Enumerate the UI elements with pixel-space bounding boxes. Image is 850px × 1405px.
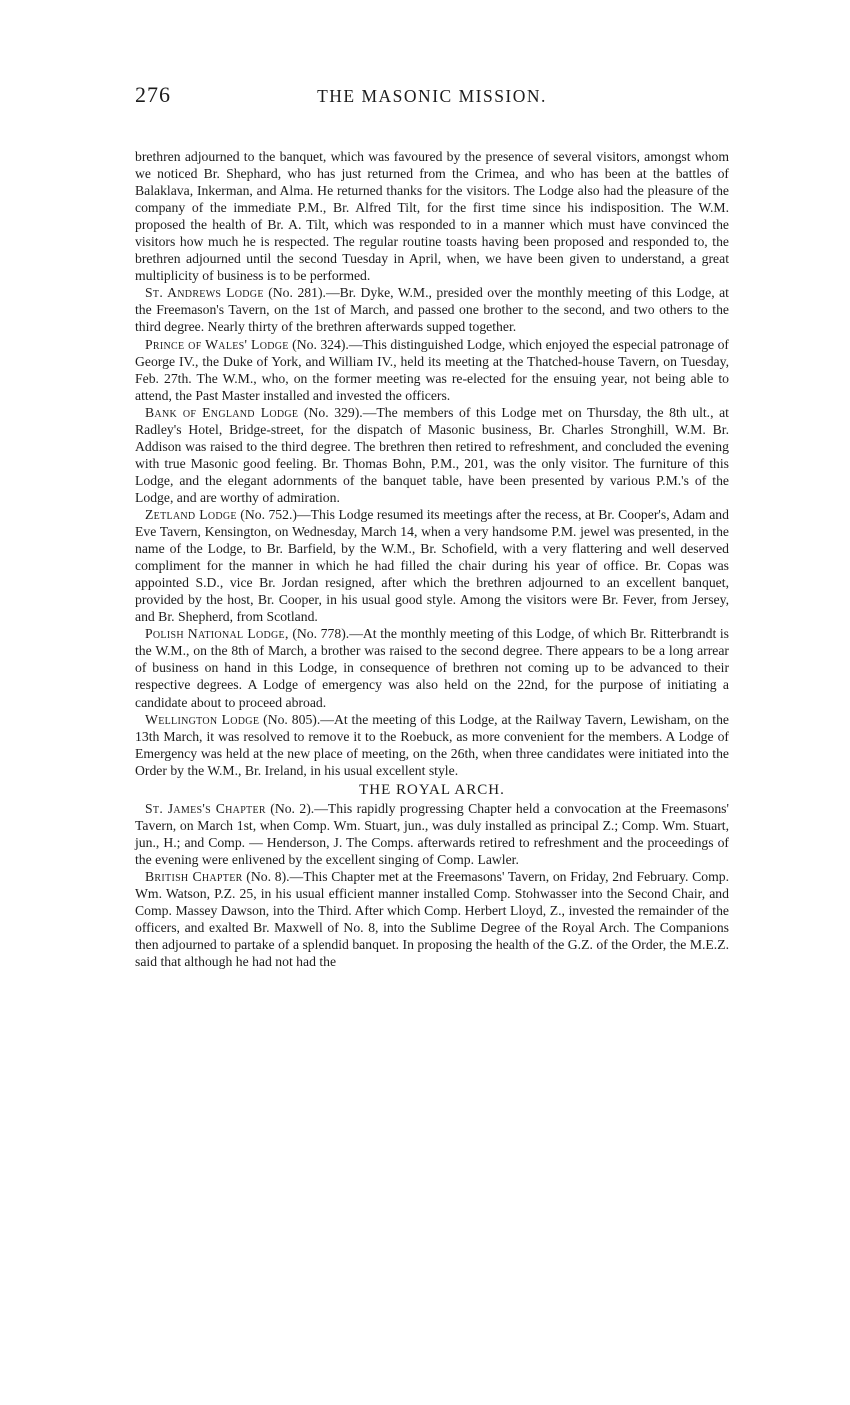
lodge-name: Zetland Lodge [145,506,237,522]
paragraph-continued [135,148,729,284]
lodge-name: Polish National Lodge, [145,626,289,642]
paragraph-text: (No. 805).—At the meeting of this Lodge, at the Railway Tavern, Lewisham, on the 13th March, it was resolved to remove it to the Roebuck, as more convenient for the members. A Lodge of Emergency was held at the new place of meeting, on the 26th, when three candidates were initiated into the Order by the W.M., Br. Ireland, in his usual excellent style. [135,711,729,778]
paragraph-text: (No. 2).—This rapidly progressing Chapter held a convocation at the Freemasons' Tavern, on March 1st, when Comp. Wm. Stuart, jun., was duly installed as principal Z.; Comp. Wm. Stuart, jun., H.; and Comp. — Henderson, J. The Comps. afterwards retired to refreshment and the proceedings of the evening were enlivened by the excellent singing of Comp. Lawler. [135,800,729,867]
paragraph-text: (No. 281).—Br. Dyke, W.M., presided over the monthly meeting of this Lodge, at the Freemason's Tavern, on the 1st of March, and passed one brother to the second, and two others to the third degree. Nearly thirty of the brethren afterwards supped together. [135,285,729,335]
lodge-name: Prince of Wales' Lodge [145,336,289,352]
paragraph-st-jamess-chapter [135,800,729,868]
paragraph-british-chapter [135,868,729,970]
paragraph-text: (No. 778).—At the monthly meeting of this Lodge, of which Br. Ritterbrandt is the W.M., on the 8th of March, a brother was raised to the second degree. There appears to be a long arrear of business on hand in this Lodge, in consequence of brethren not coming up to be advanced to their respective degrees. A Lodge of emergency was also held on the 22nd, for the purpose of initiating a candidate about to proceed abroad. [135,626,730,710]
section-heading-royal-arch: THE ROYAL ARCH. [359,781,505,798]
paragraph-text: brethren adjourned to the banquet, which was favoured by the presence of several visitors, amongst whom we noticed Br. Shephard, who has just returned from the Crimea, and who has been at the battles of Balaklava, Inkerman, and Alma. He returned thanks for the visitors. The Lodge also had the pleasure of the company of the immediate P.M., Br. Alfred Tilt, for the first time since his indisposition. The W.M. proposed the health of Br. A. Tilt, which was responded to in a manner which must have convinced the visitors how much he is respected. The regular routine toasts having been proposed and responded to, the brethren adjourned until the second Tuesday in April, when, we have been given to understand, a great multiplicity of business is to be performed. [135,149,729,284]
paragraph-text: (No. 324).—This distinguished Lodge, which enjoyed the especial patronage of George IV., the Duke of York, and William IV., held its meeting at the Thatched-house Tavern, on Tuesday, Feb. 27th. The W.M., who, on the former meeting was re-elected for the ensuing year, not being able to attend, the Past Master installed and invested the officers. [135,336,729,403]
book-page [0,82,850,1405]
lodge-name: St. Andrews Lodge [145,285,264,301]
paragraph-text: (No. 752.)—This Lodge resumed its meetings after the recess, at Br. Cooper's, Adam and Eve Tavern, Kensington, on Wednesday, March 14, when a very handsome P.M. jewel was presented, in the name of the Lodge, to Br. Barfield, by the W.M., Br. Schofield, with a very flattering and well deserved compliment for the manner in which he had filled the chair during his year of office. Br. Copas was appointed S.D., vice Br. Jordan resigned, after which the brethren adjourned to an excellent banquet, provided by the host, Br. Cooper, in his usual good style. Among the visitors were Br. Fever, from Jersey, and Br. Shepherd, from Scotland. [135,506,729,625]
page-number: 276 [135,82,171,107]
page-header [135,82,729,122]
paragraph-zetland-lodge [135,506,729,625]
running-head: THE MASONIC MISSION. [317,86,547,106]
paragraph-bank-of-england-lodge [135,404,729,506]
paragraph-prince-of-wales-lodge [135,336,729,404]
lodge-name: Bank of England Lodge [145,404,299,420]
article-body [135,148,729,970]
paragraph-st-andrews-lodge [135,284,729,335]
paragraph-text: (No. 329).—The members of this Lodge met on Thursday, the 8th ult., at Radley's Hotel, Bridge-street, for the dispatch of Masonic business, Br. Charles Stronghill, W.M. Br. Addison was raised to the third degree. The brethren then retired to refreshment, and concluded the evening with true Masonic good feeling. Br. Thomas Bohn, P.M., 201, was the only visitor. The furniture of this Lodge, and the elegant adornments of the banquet table, have been presented by various P.M.'s of the Lodge, and are worthy of admiration. [135,404,729,505]
paragraph-text: (No. 8).—This Chapter met at the Freemasons' Tavern, on Friday, 2nd February. Comp. Wm. Watson, P.Z. 25, in his usual efficient manner installed Comp. Stohwasser into the Second Chair, and Comp. Massey Dawson, into the Third. After which Comp. Herbert Lloyd, Z., invested the remainder of the officers, and exalted Br. Maxwell of No. 8, into the Sublime Degree of the Royal Arch. The Companions then adjourned to partake of a splendid banquet. In proposing the health of the G.Z. of the Order, the M.E.Z. said that although he had not had the [135,868,729,970]
paragraph-wellington-lodge [135,711,729,779]
paragraph-polish-national-lodge [135,625,729,710]
lodge-name: Wellington Lodge [145,711,260,727]
chapter-name: St. James's Chapter [145,800,266,816]
chapter-name: British Chapter [145,868,243,884]
